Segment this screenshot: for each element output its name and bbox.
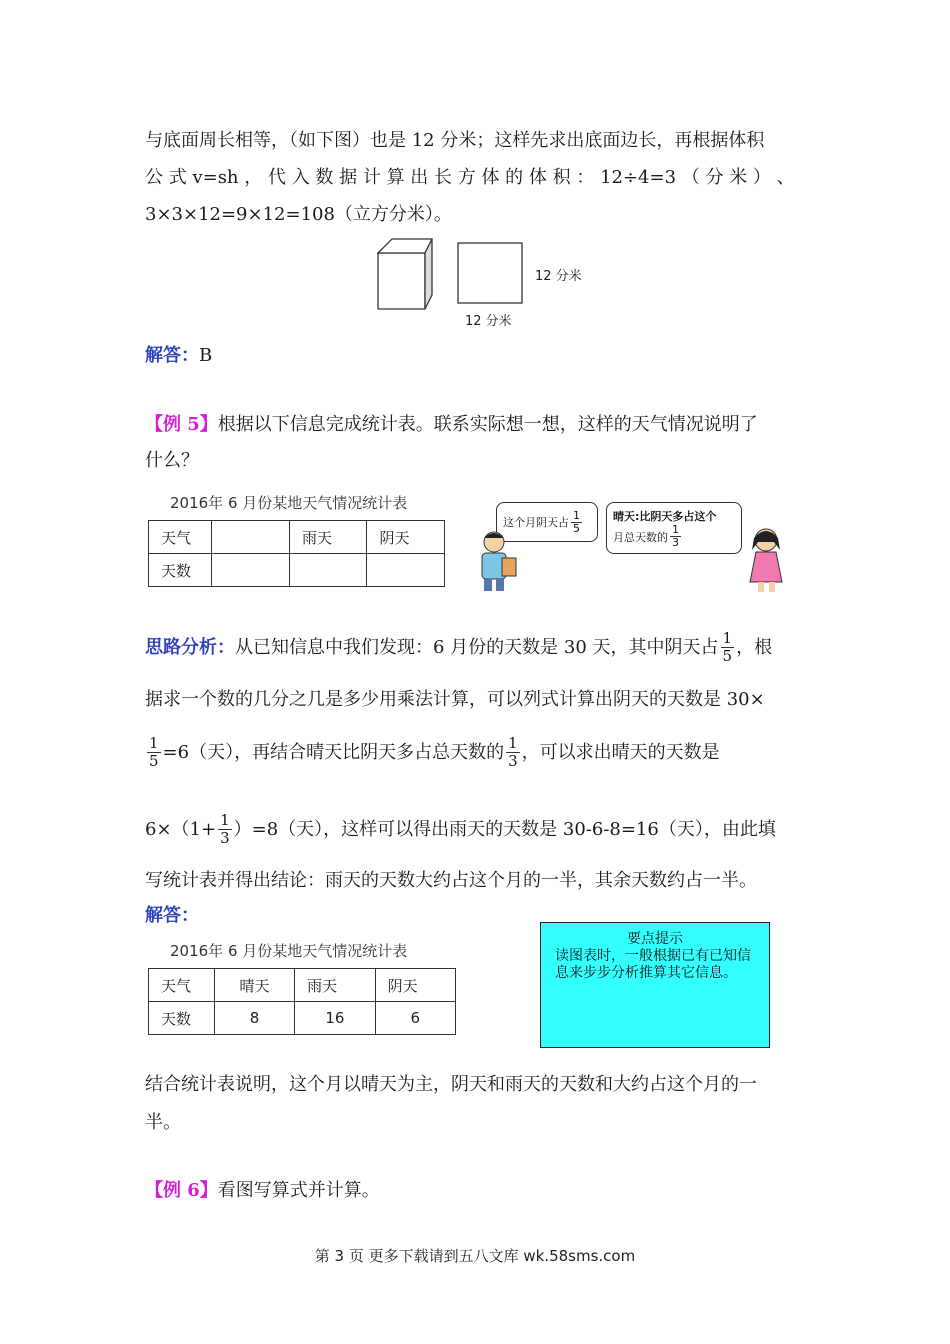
analysis-text: ）=8（天），这样可以得出雨天的天数是 30-6-8=16（天），由此填 [233,818,776,840]
cell: 天数 [149,1002,215,1035]
cell [289,554,367,587]
example5-text-1: 根据以下信息完成统计表。联系实际想一想，这样的天气情况说明了 [217,414,758,435]
analysis-text: ，可以求出晴天的天数是 [521,741,720,763]
analysis-line-5: 写统计表并得出结论：雨天的天数大约占这个月的一半，其余天数约占一半。 [145,870,757,891]
square-bottom-label: 12 分米 [465,314,512,329]
cell [212,521,290,554]
analysis-line-1 [145,630,772,665]
example6-question [145,1178,380,1204]
stats-table-filled [148,968,456,1035]
boy-illustration [468,528,528,594]
example5-text-2: 什么？ [145,450,199,471]
analysis-line-2: 据求一个数的几分之几是多少用乘法计算，可以列式计算出阴天的天数是 30× [145,689,765,710]
fraction: $\frac{1}{5}$ [722,629,733,665]
cell: 晴天 [214,969,294,1002]
answer-label: 解答： [145,345,199,366]
cell [367,554,445,587]
cell [212,554,290,587]
table1-title: 2016年 6 月份某地天气情况统计表 [170,494,408,512]
key-points-box [540,922,770,1048]
bubble-left-text: 这个月阴天占 [503,516,569,529]
table2-title: 2016年 6 月份某地天气情况统计表 [170,942,408,960]
intro-line-3: 3×3×12=9×12=108（立方分米）。 [145,204,452,225]
cell: 雨天 [289,521,367,554]
key-points-title: 要点提示 [627,931,683,947]
example5-question [145,412,758,438]
cell: 6 [375,1002,455,1035]
cell: 16 [295,1002,375,1035]
cell: 阴天 [367,521,445,554]
cell: 天气 [149,969,215,1002]
bubble-right-line-2: 月总天数的 [613,530,668,544]
answer5-label: 解答： [145,905,199,926]
answer-b [145,343,212,369]
fraction: $\frac{1}{3}$ [220,811,230,847]
analysis-line-3 [145,735,720,770]
stats-table-empty [148,520,445,587]
cell: 雨天 [295,969,375,1002]
speech-bubble-right [606,502,742,554]
page-footer: 第 3 页 更多下载请到五八文库 wk.58sms.com [314,1247,636,1265]
intro-line-1: 与底面周长相等，（如下图）也是 12 分米；这样先求出底面边长，再根据体积 [145,130,765,151]
cell: 天气 [149,521,212,554]
conclusion-line-2: 半。 [145,1112,181,1133]
fraction: $\frac{1}{3}$ [672,523,679,549]
analysis-text: 6×（1+ [145,818,217,840]
square-side-label: 12 分米 [535,269,582,284]
cell: 天数 [149,554,212,587]
intro-line-2: 公 式 v=sh ， 代 入 数 据 计 算 出 长 方 体 的 体 积 ： 12÷4=3 （ 分 米 ） 、 [145,167,795,188]
answer-value: B [199,345,213,366]
fraction: $\frac{1}{5}$ [149,734,159,770]
key-points-body: 读图表时，一般根据已有已知信息来步步分析推算其它信息。 [555,948,751,981]
bubble-right-line-1: 晴天:比阴天多占这个 [613,510,717,523]
fraction: $\frac{1}{3}$ [508,734,518,770]
analysis-text: ，根 [736,636,773,658]
conclusion-line-1: 结合统计表说明，这个月以晴天为主，阴天和雨天的天数和大约占这个月的一 [145,1074,757,1095]
cell: 8 [214,1002,294,1035]
analysis-label: 思路分析： [145,636,235,658]
girl-illustration [738,524,798,594]
analysis-line-4 [145,812,776,847]
fraction: $\frac{1}{5}$ [573,508,580,535]
analysis-text: 从已知信息中我们发现：6 月份的天数是 30 天，其中阴天占 [235,636,719,658]
cell: 阴天 [375,969,455,1002]
example6-text: 看图写算式并计算。 [217,1180,380,1201]
example5-tag: 【例 5】 [145,414,218,435]
analysis-text: =6（天），再结合晴天比阴天多占总天数的 [162,741,505,763]
example6-tag: 【例 6】 [145,1180,218,1201]
